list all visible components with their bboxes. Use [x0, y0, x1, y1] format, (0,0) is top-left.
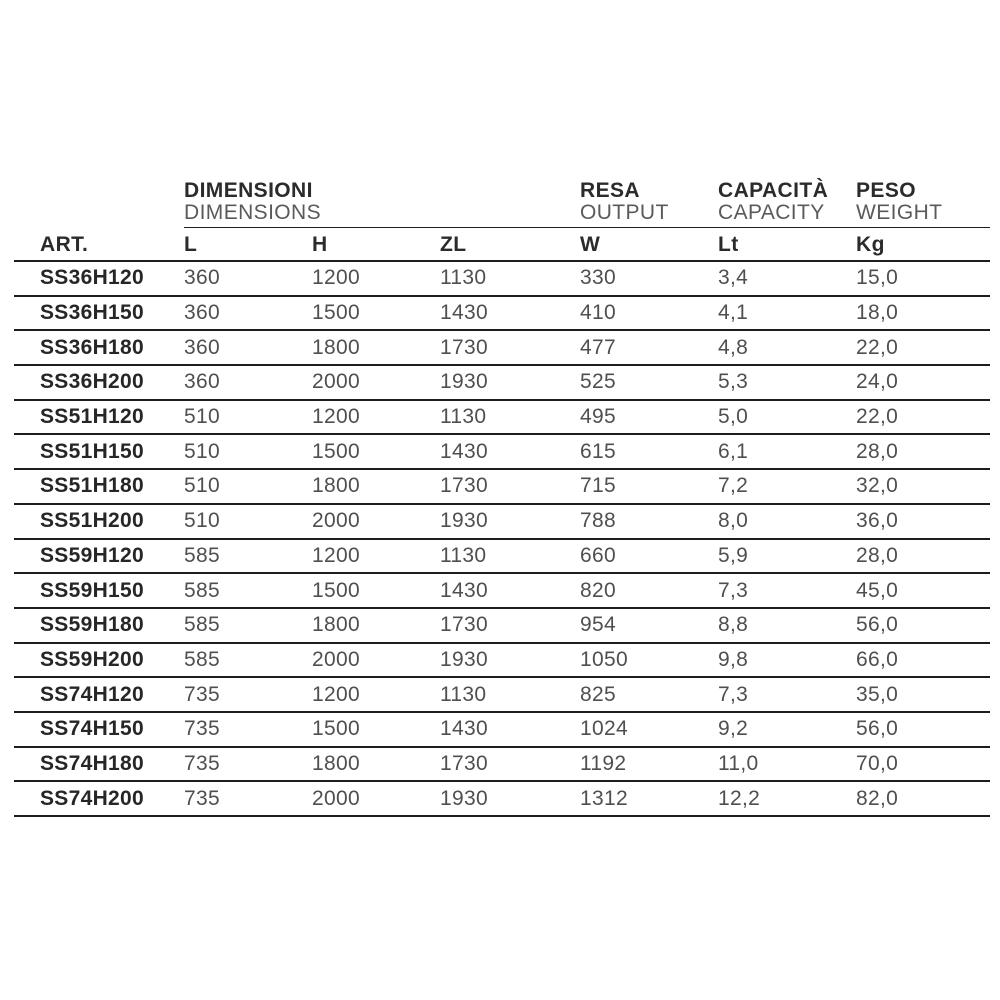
spec-value: 1930: [440, 781, 580, 816]
spec-value: 2000: [312, 504, 440, 539]
spec-value: 36,0: [856, 504, 990, 539]
spec-value: 66,0: [856, 643, 990, 678]
spec-value: 1200: [312, 400, 440, 435]
art-code: SS36H200: [14, 365, 184, 400]
table-row: [14, 539, 990, 574]
art-code: SS59H200: [14, 643, 184, 678]
spec-value: 5,3: [718, 365, 856, 400]
spec-value: 1800: [312, 747, 440, 782]
spec-value: 5,0: [718, 400, 856, 435]
spec-value: 510: [184, 504, 312, 539]
spec-value: 9,8: [718, 643, 856, 678]
spec-value: 1800: [312, 469, 440, 504]
spec-value: 7,3: [718, 573, 856, 608]
art-code: SS74H150: [14, 712, 184, 747]
spec-value: 22,0: [856, 330, 990, 365]
spec-value: 495: [580, 400, 718, 435]
group-header-capacity: [718, 180, 856, 227]
spec-value: 825: [580, 677, 718, 712]
group-title-resa: RESA: [580, 179, 640, 202]
spec-value: 735: [184, 781, 312, 816]
table-row: [14, 573, 990, 608]
spec-value: 28,0: [856, 539, 990, 574]
table-row: [14, 330, 990, 365]
spec-value: 735: [184, 677, 312, 712]
spec-value: 585: [184, 643, 312, 678]
spec-value: 715: [580, 469, 718, 504]
spec-value: 1930: [440, 643, 580, 678]
spec-value: 1730: [440, 330, 580, 365]
column-header-row: [14, 227, 990, 261]
column-header-art: ART.: [14, 227, 184, 261]
table-row: [14, 712, 990, 747]
table-row: [14, 677, 990, 712]
table-row: [14, 365, 990, 400]
spec-value: 1800: [312, 608, 440, 643]
group-title-capacita: CAPACITÀ: [718, 179, 829, 202]
spec-value: 3,4: [718, 261, 856, 296]
spec-value: 45,0: [856, 573, 990, 608]
spec-value: 788: [580, 504, 718, 539]
art-code: SS36H120: [14, 261, 184, 296]
spec-value: 35,0: [856, 677, 990, 712]
spec-value: 82,0: [856, 781, 990, 816]
spec-value: 2000: [312, 781, 440, 816]
art-code: SS51H180: [14, 469, 184, 504]
spec-value: 1200: [312, 261, 440, 296]
spec-value: 615: [580, 434, 718, 469]
group-subtitle-weight: WEIGHT: [856, 201, 943, 224]
group-header-spacer: [14, 180, 184, 227]
table-row: [14, 608, 990, 643]
group-title-peso: PESO: [856, 179, 916, 202]
spec-value: 56,0: [856, 608, 990, 643]
spec-value: 22,0: [856, 400, 990, 435]
spec-value: 360: [184, 365, 312, 400]
spec-value: 56,0: [856, 712, 990, 747]
spec-value: 360: [184, 261, 312, 296]
spec-value: 2000: [312, 643, 440, 678]
column-header-lt: Lt: [718, 227, 856, 261]
table-row: [14, 261, 990, 296]
group-subtitle-capacity: CAPACITY: [718, 201, 825, 224]
spec-value: 1024: [580, 712, 718, 747]
art-code: SS36H180: [14, 330, 184, 365]
spec-value: 585: [184, 608, 312, 643]
art-code: SS59H180: [14, 608, 184, 643]
spec-value: 1200: [312, 539, 440, 574]
column-header-zl: ZL: [440, 227, 580, 261]
spec-value: 15,0: [856, 261, 990, 296]
spec-value: 660: [580, 539, 718, 574]
spec-value: 1500: [312, 434, 440, 469]
spec-value: 1930: [440, 504, 580, 539]
spec-value: 1800: [312, 330, 440, 365]
spec-value: 1430: [440, 434, 580, 469]
spec-value: 1050: [580, 643, 718, 678]
spec-table-body: [14, 261, 990, 816]
spec-value: 2000: [312, 365, 440, 400]
art-code: SS59H120: [14, 539, 184, 574]
table-row: [14, 296, 990, 331]
spec-value: 330: [580, 261, 718, 296]
table-row: [14, 504, 990, 539]
spec-value: 410: [580, 296, 718, 331]
spec-value: 510: [184, 434, 312, 469]
spec-value: 9,2: [718, 712, 856, 747]
spec-value: 585: [184, 573, 312, 608]
art-code: SS36H150: [14, 296, 184, 331]
group-subtitle-output: OUTPUT: [580, 201, 669, 224]
spec-value: 954: [580, 608, 718, 643]
spec-table: [14, 180, 990, 817]
group-header-dimensions: [184, 180, 580, 227]
spec-value: 1730: [440, 747, 580, 782]
spec-value: 1730: [440, 469, 580, 504]
spec-value: 1200: [312, 677, 440, 712]
group-title-dimensioni: DIMENSIONI: [184, 179, 313, 202]
art-code: SS74H200: [14, 781, 184, 816]
spec-value: 360: [184, 296, 312, 331]
column-header-h: H: [312, 227, 440, 261]
column-header-kg: Kg: [856, 227, 990, 261]
group-subtitle-dimensions: DIMENSIONS: [184, 201, 322, 224]
art-code: SS74H120: [14, 677, 184, 712]
group-header-output: [580, 180, 718, 227]
spec-value: 1430: [440, 296, 580, 331]
spec-value: 1130: [440, 400, 580, 435]
spec-value: 1130: [440, 539, 580, 574]
spec-value: 8,8: [718, 608, 856, 643]
table-row: [14, 643, 990, 678]
art-code: SS51H150: [14, 434, 184, 469]
spec-value: 820: [580, 573, 718, 608]
spec-value: 735: [184, 747, 312, 782]
spec-value: 12,2: [718, 781, 856, 816]
spec-value: 1130: [440, 677, 580, 712]
spec-value: 7,3: [718, 677, 856, 712]
spec-value: 510: [184, 400, 312, 435]
spec-value: 1130: [440, 261, 580, 296]
spec-value: 525: [580, 365, 718, 400]
spec-value: 32,0: [856, 469, 990, 504]
art-code: SS74H180: [14, 747, 184, 782]
spec-value: 28,0: [856, 434, 990, 469]
spec-value: 1430: [440, 573, 580, 608]
spec-value: 585: [184, 539, 312, 574]
spec-value: 18,0: [856, 296, 990, 331]
table-row: [14, 434, 990, 469]
spec-value: 1500: [312, 712, 440, 747]
column-header-w: W: [580, 227, 718, 261]
spec-value: 24,0: [856, 365, 990, 400]
spec-value: 4,8: [718, 330, 856, 365]
spec-value: 6,1: [718, 434, 856, 469]
spec-value: 4,1: [718, 296, 856, 331]
spec-value: 70,0: [856, 747, 990, 782]
spec-value: 360: [184, 330, 312, 365]
table-row: [14, 781, 990, 816]
column-header-l: L: [184, 227, 312, 261]
art-code: SS51H200: [14, 504, 184, 539]
spec-value: 1312: [580, 781, 718, 816]
spec-value: 1730: [440, 608, 580, 643]
spec-value: 1500: [312, 296, 440, 331]
spec-value: 477: [580, 330, 718, 365]
art-code: SS51H120: [14, 400, 184, 435]
spec-value: 7,2: [718, 469, 856, 504]
spec-value: 1500: [312, 573, 440, 608]
group-header-weight: [856, 180, 990, 227]
spec-value: 5,9: [718, 539, 856, 574]
spec-value: 735: [184, 712, 312, 747]
group-header-row: [14, 180, 990, 227]
spec-value: 1930: [440, 365, 580, 400]
art-code: SS59H150: [14, 573, 184, 608]
table-row: [14, 400, 990, 435]
spec-value: 510: [184, 469, 312, 504]
table-row: [14, 747, 990, 782]
spec-value: 1192: [580, 747, 718, 782]
spec-value: 11,0: [718, 747, 856, 782]
table-row: [14, 469, 990, 504]
spec-value: 8,0: [718, 504, 856, 539]
spec-value: 1430: [440, 712, 580, 747]
